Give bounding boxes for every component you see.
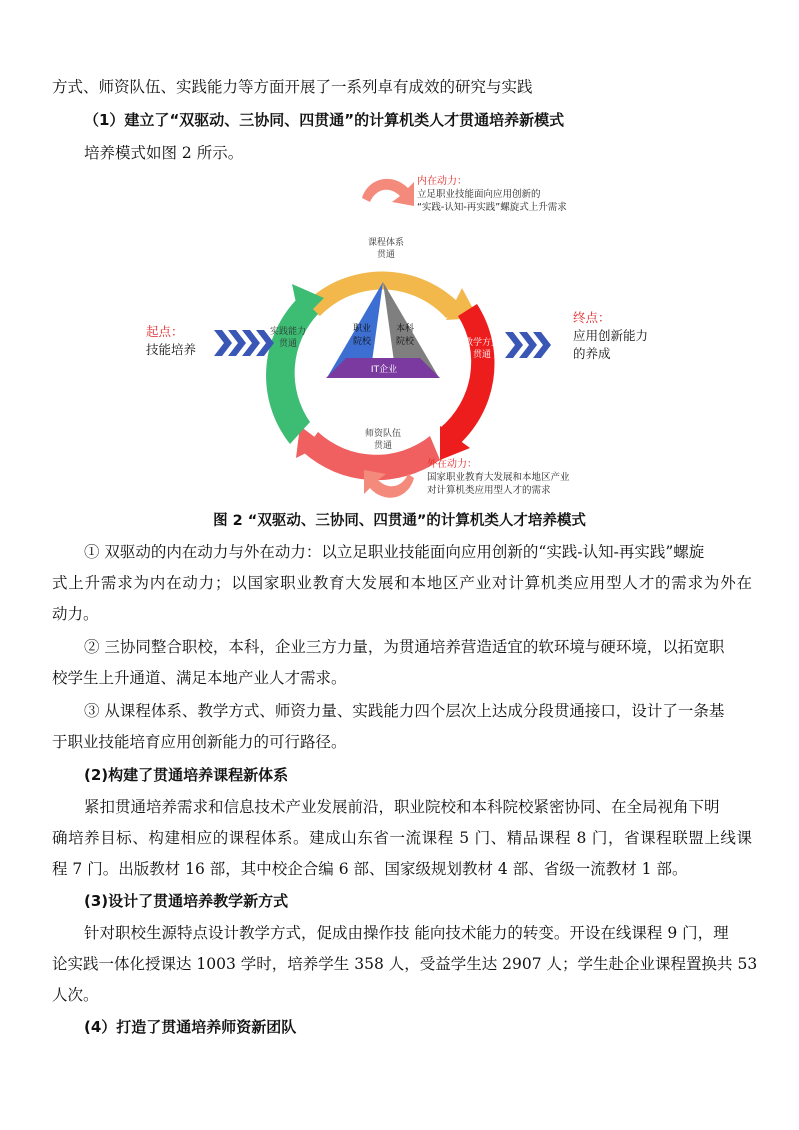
segment-label: 实践能力	[269, 327, 307, 337]
segment-label: 教学方式	[463, 338, 501, 348]
outer-drive-text: 国家职业教育大发展和本地区产业	[427, 472, 570, 483]
text-line: 确培养目标、构建相应的课程体系。建成山东省一流课程 5 门、精品课程 8 门，省课程联盟上线课	[52, 829, 752, 847]
text-line: 方式、师资队伍、实践能力等方面开展了一系列卓有成效的研究与实践	[52, 78, 533, 96]
triangle-label: 本科	[395, 324, 415, 334]
end-title: 终点：	[573, 310, 611, 325]
segment-label: 贯通	[376, 250, 396, 260]
segment-label: 课程体系	[367, 238, 405, 248]
outer-drive-title: 外在动力：	[427, 459, 477, 470]
text-line: 程 7 门。出版教材 16 部，其中校企合编 6 部、国家级规划教材 4 部、省级一流教材 1 部。	[52, 860, 688, 878]
heading-2: (2)构建了贯通培养课程新体系	[84, 766, 289, 784]
start-text: 技能培养	[146, 342, 197, 357]
ring-segment-top	[304, 272, 463, 318]
text-line: 人次。	[52, 986, 99, 1004]
heading-3: (3)设计了贯通培养教学新方式	[84, 892, 289, 910]
end-text: 的养成	[573, 346, 611, 361]
segment-label: 贯通	[472, 350, 492, 360]
segment-label: 贯通	[278, 339, 298, 349]
text-line: ② 三协同整合职校，本科，企业三方力量，为贯通培养营造适宜的软环境与硬环境，以拓宽职	[84, 638, 725, 656]
triangle-label: 院校	[395, 337, 415, 347]
text-line: 论实践一体化授课达 1003 学时，培养学生 358 人，受益学生达 2907 人；学生赴企业课程置换共 53	[52, 955, 758, 973]
heading-4: (4）打造了贯通培养师资新团队	[84, 1018, 297, 1036]
end-chevrons-icon	[505, 332, 551, 358]
training-model-diagram	[0, 160, 799, 505]
text-line: 式上升需求为内在动力；以国家职业教育大发展和本地区产业对计算机类应用型人才的需求为外在	[52, 574, 752, 592]
text-line: ① 双驱动的内在动力与外在动力：以立足职业技能面向应用创新的“实践-认知-再实践”螺旋	[84, 543, 705, 561]
text-line: 校学生上升通道、满足本地产业人才需求。	[52, 669, 347, 687]
start-chevrons-icon	[214, 330, 274, 356]
heading-1: （1）建立了“双驱动、三协同、四贯通”的计算机类人才贯通培养新模式	[84, 111, 565, 129]
triangle-label: 院校	[352, 337, 372, 347]
text-line: 紧扣贯通培养需求和信息技术产业发展前沿，职业院校和本科院校紧密协同、在全局视角下明	[84, 798, 720, 816]
outer-drive-text: 对计算机类应用型人才的需求	[427, 485, 551, 496]
inner-drive-title: 内在动力：	[417, 176, 467, 187]
start-title: 起点：	[146, 324, 184, 339]
text-line: 培养模式如图 2 所示。	[84, 144, 244, 162]
triangle-label: 职业	[352, 324, 372, 334]
triangle-label: IT企业	[370, 365, 398, 375]
ring-segment-right	[440, 304, 495, 448]
text-line: 针对职校生源特点设计教学方式，促成由操作技 能向技术能力的转变。开设在线课程 9 门，理	[84, 924, 729, 942]
ring-segment-left	[266, 296, 318, 444]
inner-drive-text: “实践-认知-再实践”螺旋式上升需求	[417, 202, 567, 213]
inner-drive-arrow-icon	[362, 179, 414, 206]
segment-label: 贯通	[373, 441, 393, 451]
segment-label: 师资队伍	[364, 429, 402, 439]
text-line: ③ 从课程体系、教学方式、师资力量、实践能力四个层次上达成分段贯通接口，设计了一条基	[84, 702, 725, 720]
figure-caption: 图 2 “双驱动、三协同、四贯通”的计算机类人才培养模式	[213, 513, 586, 529]
end-text: 应用创新能力	[573, 328, 649, 343]
text-line: 动力。	[52, 605, 99, 623]
inner-drive-text: 立足职业技能面向应用创新的	[417, 189, 541, 200]
text-line: 于职业技能培育应用创新能力的可行路径。	[52, 733, 347, 751]
